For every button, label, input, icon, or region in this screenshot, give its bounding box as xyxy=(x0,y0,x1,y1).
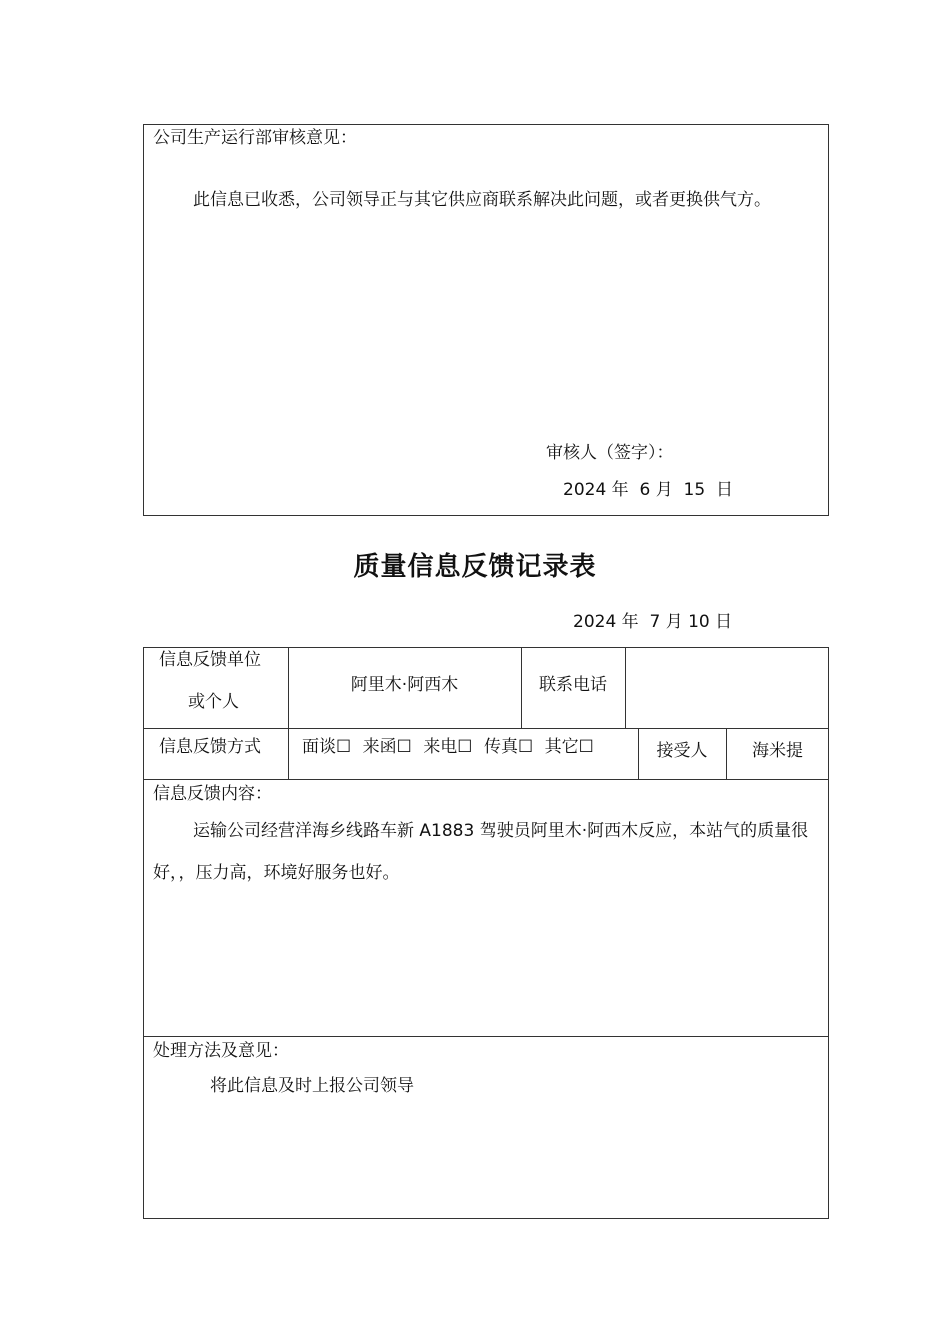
receiver-value: 海米提 xyxy=(752,740,803,761)
method-option-letter[interactable]: 来函☐ xyxy=(362,737,412,757)
review-date: 2024 年 6 月 15 日 xyxy=(563,480,733,500)
review-body: 此信息已收悉，公司领导正与其它供应商联系解决此问题，或者更换供气方。 xyxy=(193,190,771,210)
method-option-other[interactable]: 其它☐ xyxy=(544,737,594,757)
method-option-phone[interactable]: 来电☐ xyxy=(423,737,473,757)
method-option-fax[interactable]: 传真☐ xyxy=(483,737,534,757)
form-date: 2024 年 7 月 10 日 xyxy=(573,612,733,632)
row-divider xyxy=(143,1036,829,1037)
phone-value[interactable] xyxy=(625,647,829,717)
content-heading: 信息反馈内容： xyxy=(153,784,272,804)
unit-label-line1: 信息反馈单位 xyxy=(159,650,261,670)
form-title: 质量信息反馈记录表 xyxy=(353,552,597,582)
signer-label: 审核人（签字）： xyxy=(546,443,674,463)
receiver-label: 接受人 xyxy=(656,740,708,761)
phone-label: 联系电话 xyxy=(539,674,607,695)
unit-value: 阿里木·阿西木 xyxy=(350,674,459,695)
method-options xyxy=(302,739,594,756)
content-body: 运输公司经营洋海乡线路车新 A1883 驾驶员阿里木·阿西木反应，本站气的质量很好，，压力高，环境好服务也好。 xyxy=(153,821,809,883)
handling-heading: 处理方法及意见： xyxy=(153,1041,289,1061)
method-option-face[interactable]: 面谈☐ xyxy=(302,737,352,757)
handling-body: 将此信息及时上报公司领导 xyxy=(210,1076,414,1096)
method-label: 信息反馈方式 xyxy=(159,737,261,757)
unit-label-line2: 或个人 xyxy=(188,692,239,712)
review-heading: 公司生产运行部审核意见： xyxy=(153,128,357,148)
